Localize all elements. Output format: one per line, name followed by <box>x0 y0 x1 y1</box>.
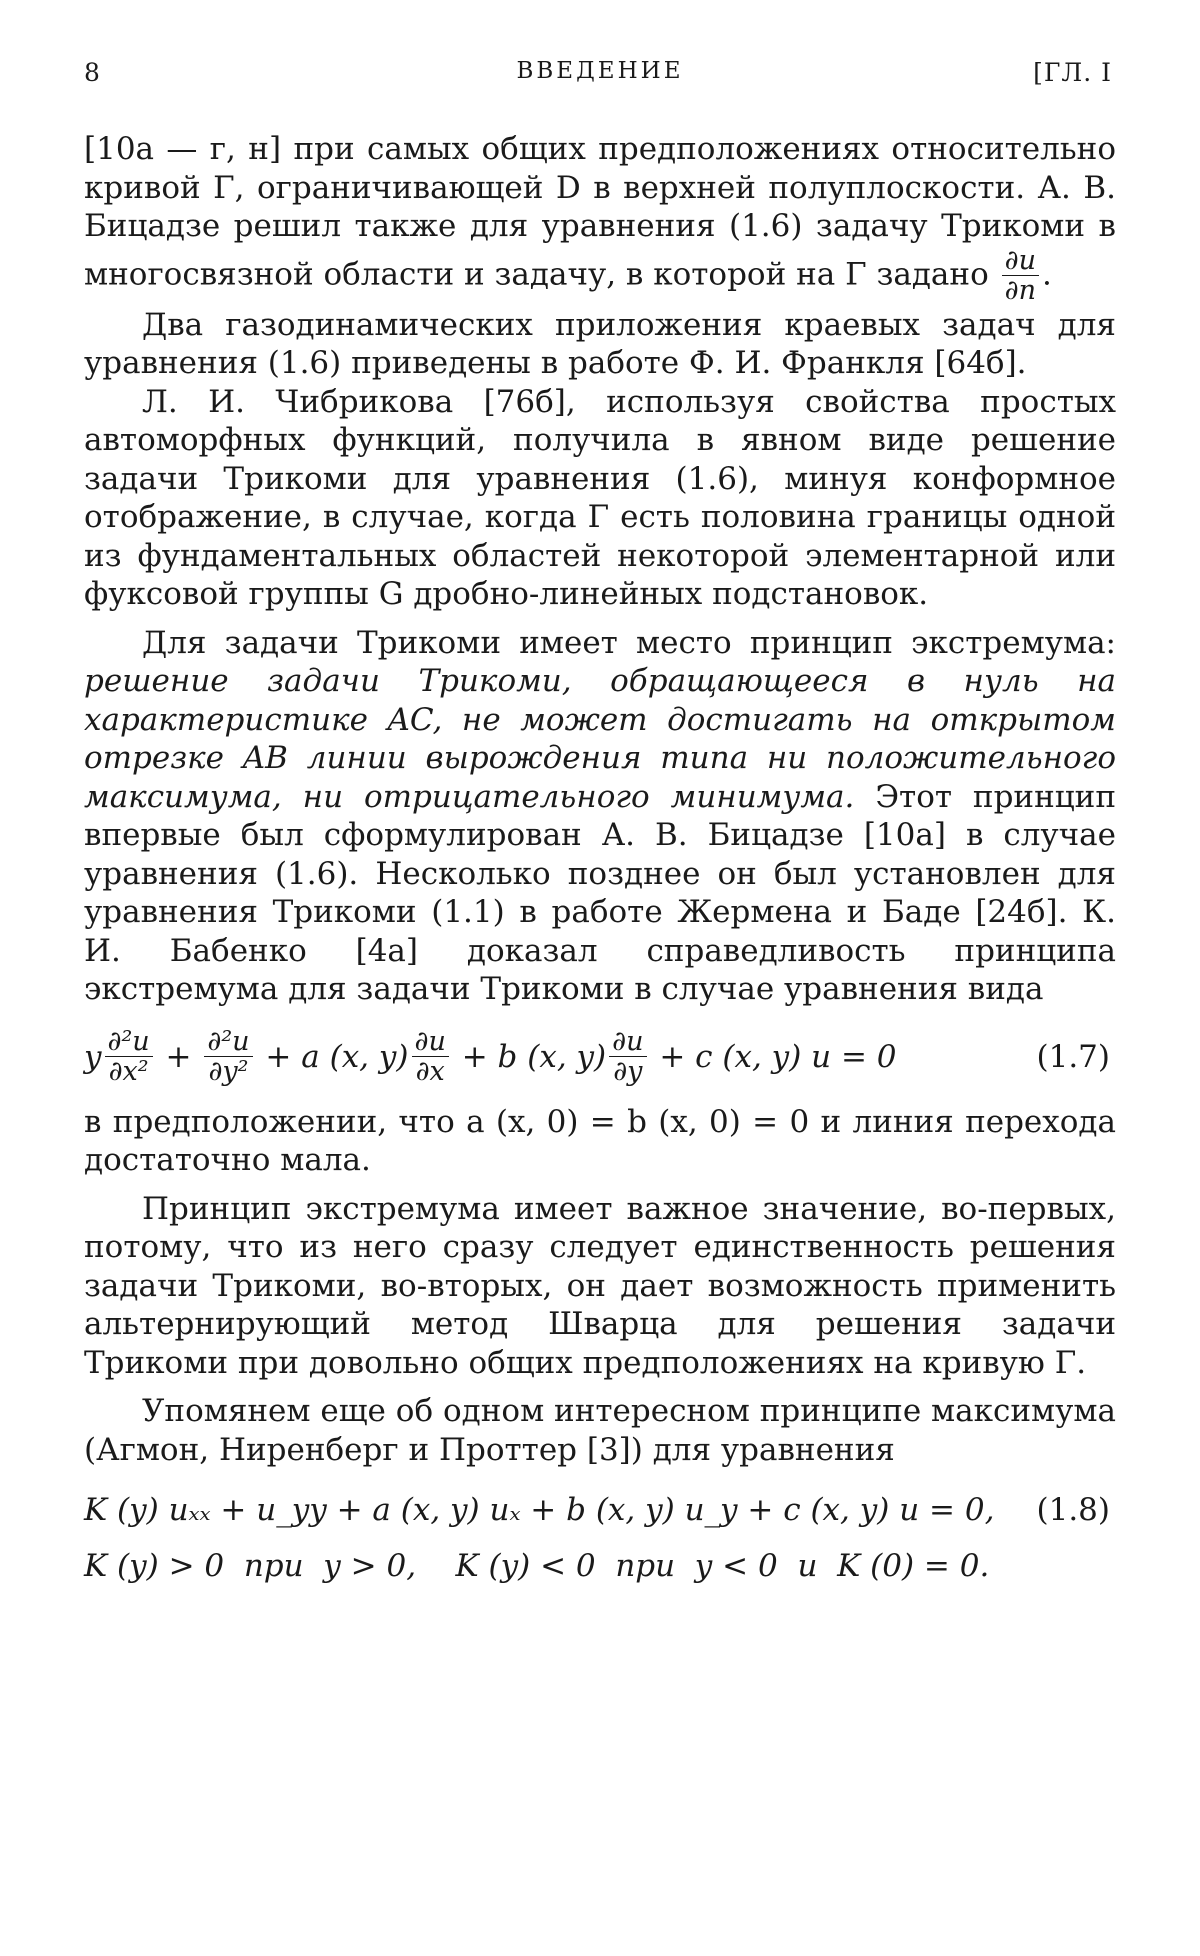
chapter-mark: [ГЛ. I <box>1033 58 1112 87</box>
fraction-denominator: ∂y² <box>208 1056 249 1088</box>
du-dx-fraction <box>412 1027 449 1087</box>
fraction-denominator: ∂x <box>415 1056 445 1088</box>
fraction-numerator: ∂²u <box>105 1027 153 1058</box>
equation-1-7 <box>84 1017 1116 1097</box>
equation-1-8 <box>84 1491 1116 1533</box>
equation-1-8-conditions-text: K (y) > 0 при y > 0, K (y) < 0 при y < 0 и K (0) = 0. <box>84 1548 990 1585</box>
paragraph-6: Принцип экстремума имеет важное значение, во-первых, потому, что из него сразу следует единственность решения задачи Трикоми, во-вторых, он дает возможность применить альтернирующий метод Шварца для решения задачи Трикоми при довольно общих предположениях на кривую Γ. <box>84 1190 1116 1381</box>
paragraph-7: Упомянем еще об одном интересном принципе максимума (Агмон, Ниренберг и Проттер [3]) для уравнения <box>84 1393 1116 1468</box>
fraction-denominator: ∂x² <box>108 1056 149 1088</box>
eq-plus: + <box>155 1038 202 1075</box>
equation-1-8-text: K (y) uₓₓ + u_yy + a (x, y) uₓ + b (x, y) u_y + c (x, y) u = 0, <box>84 1492 995 1529</box>
eq-y: y <box>84 1038 102 1075</box>
paragraph-5: в предположении, что a (x, 0) = b (x, 0) = 0 и линия перехода достаточно мала. <box>84 1103 1116 1179</box>
paragraph-4 <box>84 624 1116 1009</box>
du-dy-fraction <box>609 1027 646 1087</box>
paragraph-3: Л. И. Чибрикова [76б], используя свойства простых автоморфных функций, получила в явном виде решение задачи Трикоми для уравнения (1.6), минуя конформное отображение, в случае, когда Γ есть половина границы одной из фундаментальных областей некоторой элементарной или фуксовой группы G дробно-линейных подстановок. <box>84 383 1116 613</box>
paragraph-1-end: . <box>1041 256 1052 293</box>
running-head-title: ВВЕДЕНИЕ <box>516 58 684 84</box>
page-body <box>84 130 1116 1589</box>
d2u-dx2-fraction <box>105 1027 153 1087</box>
paragraph-4-start: Для задачи Трикоми имеет место принцип экстремума: <box>142 624 1116 661</box>
equation-number-1-8: (1.8) <box>1036 1492 1110 1529</box>
equation-number-1-7: (1.7) <box>1036 1038 1110 1075</box>
fraction-denominator: ∂n <box>1004 275 1036 307</box>
paragraph-2: Два газодинамических приложения краевых задач для уравнения (1.6) приведены в работе Ф. И. Франкля [64б]. <box>84 306 1116 382</box>
paragraph-1 <box>84 130 1116 306</box>
extremum-principle-statement: решение задачи Трикоми, обращающееся в нуль на характеристике AC, не может достигать на открытом отрезке AB линии вырождения типа ни положительного максимума, ни отрицательного минимума. <box>84 663 1116 815</box>
page-number: 8 <box>84 58 101 87</box>
eq-rest: + c (x, y) u = 0 <box>649 1038 897 1075</box>
fraction-numerator: ∂u <box>1002 246 1039 277</box>
paragraph-4-end: Этот принцип впервые был сформулирован А. В. Бицадзе [10а] в случае уравнения (1.6). Несколько позднее он был установлен для уравнения Трикоми (1.1) в работе Жермена и Баде [24б]. К. И. Бабенко [4а] доказал справедливость принципа экстремума для задачи Трикоми в случае уравнения вида <box>84 778 1117 1008</box>
d2u-dy2-fraction <box>204 1027 252 1087</box>
du-dn-fraction <box>1002 246 1039 306</box>
paragraph-1-text: [10а — г, н] при самых общих предположениях относительно кривой Γ, ограничивающей D в верхней полуплоскости. А. В. Бицадзе решил также для уравнения (1.6) задачу Трикоми в многосвязной области и задачу, в которой на Γ задано <box>84 131 1116 293</box>
fraction-numerator: ∂²u <box>204 1027 252 1058</box>
fraction-numerator: ∂u <box>412 1027 449 1058</box>
eq-a-term: + a (x, y) <box>255 1038 409 1075</box>
eq-b-term: + b (x, y) <box>451 1038 607 1075</box>
fraction-denominator: ∂y <box>613 1056 643 1088</box>
equation-1-8-conditions <box>84 1547 1116 1589</box>
fraction-numerator: ∂u <box>609 1027 646 1058</box>
